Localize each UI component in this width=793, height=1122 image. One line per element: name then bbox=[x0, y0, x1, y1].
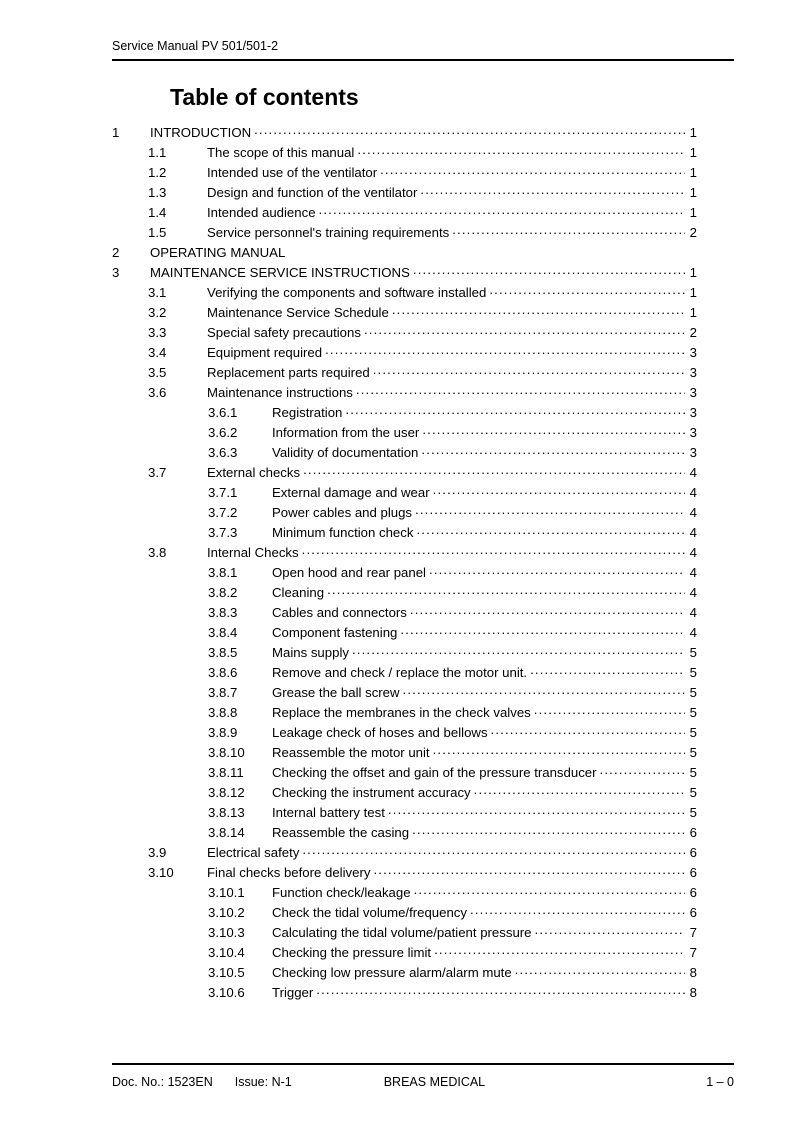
toc-entry-number: 3.8.6 bbox=[208, 665, 238, 681]
toc-entry-page: 4 bbox=[689, 525, 697, 541]
toc-entry-page: 6 bbox=[689, 825, 697, 841]
toc-entry[interactable] bbox=[112, 784, 697, 804]
toc-entry[interactable] bbox=[112, 344, 697, 364]
toc-entry-number: 1.3 bbox=[148, 185, 167, 201]
toc-entry-label: Minimum function check bbox=[272, 525, 414, 541]
toc-dot-leader bbox=[433, 484, 685, 497]
toc-entry-page: 3 bbox=[689, 445, 697, 461]
toc-entry-label: External checks bbox=[207, 465, 301, 481]
toc-entry-number: 3.10.2 bbox=[208, 905, 245, 921]
toc-entry-page: 5 bbox=[689, 645, 697, 661]
toc-dot-leader bbox=[515, 964, 685, 977]
toc-dot-leader bbox=[414, 884, 685, 897]
toc-entry-page: 3 bbox=[689, 405, 697, 421]
toc-dot-leader bbox=[421, 444, 685, 457]
toc-entry-number: 3.10.5 bbox=[208, 965, 245, 981]
toc-entry-page: 2 bbox=[689, 325, 697, 341]
toc-entry-page: 2 bbox=[689, 225, 697, 241]
toc-entry[interactable] bbox=[112, 124, 697, 144]
toc-dot-leader bbox=[288, 244, 685, 257]
toc-entry-number: 3.6.1 bbox=[208, 405, 238, 421]
toc-entry-number: 3.8.11 bbox=[208, 765, 244, 781]
header-title: Service Manual PV 501/501-2 bbox=[112, 39, 279, 53]
toc-entry-label: Checking low pressure alarm/alarm mute bbox=[272, 965, 512, 981]
toc-dot-leader bbox=[302, 844, 685, 857]
toc-dot-leader bbox=[380, 164, 685, 177]
toc-entry[interactable] bbox=[112, 524, 697, 544]
toc-entry-label: Verifying the components and software installed bbox=[207, 285, 487, 301]
toc-entry-label: Cleaning bbox=[272, 585, 325, 601]
toc-entry[interactable] bbox=[112, 304, 697, 324]
toc-entry-label: Trigger bbox=[272, 985, 314, 1001]
footer-doc-number: Doc. No.: 1523EN bbox=[112, 1075, 213, 1089]
toc-entry-label: Checking the offset and gain of the pressure transducer bbox=[272, 765, 597, 781]
toc-entry[interactable] bbox=[112, 204, 697, 224]
toc-dot-leader bbox=[416, 524, 685, 537]
toc-entry-label: Maintenance instructions bbox=[207, 385, 353, 401]
toc-entry[interactable] bbox=[112, 364, 697, 384]
toc-entry[interactable] bbox=[112, 984, 697, 1004]
toc-dot-leader bbox=[434, 944, 685, 957]
toc-entry-label: Internal battery test bbox=[272, 805, 385, 821]
toc-entry[interactable] bbox=[112, 724, 697, 744]
toc-entry-page: 1 bbox=[689, 125, 697, 141]
toc-entry-page: 6 bbox=[689, 885, 697, 901]
toc-entry-number: 3.8.8 bbox=[208, 705, 238, 721]
toc-entry-number: 3.10.1 bbox=[208, 885, 245, 901]
toc-dot-leader bbox=[534, 704, 685, 717]
toc-entry-label: Service personnel's training requirements bbox=[207, 225, 450, 241]
toc-entry-number: 3.6.3 bbox=[208, 445, 238, 461]
toc-entry-number: 3.10.6 bbox=[208, 985, 245, 1001]
toc-entry-number: 3.8.12 bbox=[208, 785, 245, 801]
toc-entry-page: 1 bbox=[689, 145, 697, 161]
toc-entry-page: 4 bbox=[689, 465, 697, 481]
toc-entry[interactable] bbox=[112, 824, 697, 844]
toc-entry[interactable] bbox=[112, 324, 697, 344]
toc-entry-page: 5 bbox=[689, 765, 697, 781]
toc-entry-page: 5 bbox=[689, 805, 697, 821]
toc-entry[interactable] bbox=[112, 224, 697, 244]
toc-entry-page: 1 bbox=[689, 305, 697, 321]
toc-entry-number: 3.8 bbox=[148, 545, 167, 561]
toc-entry-number: 2 bbox=[112, 245, 120, 261]
toc-entry-number: 3.7.2 bbox=[208, 505, 238, 521]
toc-entry[interactable] bbox=[112, 744, 697, 764]
toc-dot-leader bbox=[373, 364, 685, 377]
toc-entry-label: Reassemble the motor unit bbox=[272, 745, 430, 761]
toc-entry-number: 3 bbox=[112, 265, 120, 281]
toc-dot-leader bbox=[319, 204, 685, 217]
footer-issue: Issue: N-1 bbox=[234, 1075, 292, 1089]
toc-entry-number: 3.7 bbox=[148, 465, 167, 481]
toc-entry-label: Registration bbox=[272, 405, 343, 421]
toc-entry[interactable] bbox=[112, 444, 697, 464]
toc-entry-page: 4 bbox=[689, 485, 697, 501]
toc-dot-leader bbox=[530, 664, 685, 677]
footer-page-number: 1 – 0 bbox=[706, 1075, 734, 1089]
toc-entry-label: Validity of documentation bbox=[272, 445, 419, 461]
toc-entry-label: Checking the instrument accuracy bbox=[272, 785, 471, 801]
toc-entry[interactable] bbox=[112, 884, 697, 904]
toc-dot-leader bbox=[433, 744, 685, 757]
toc-entry-label: Remove and check / replace the motor unit. bbox=[272, 665, 528, 681]
toc-dot-leader bbox=[489, 284, 685, 297]
toc-entry[interactable] bbox=[112, 864, 697, 884]
toc-entry[interactable] bbox=[112, 644, 697, 664]
toc-entry-number: 1.4 bbox=[148, 205, 167, 221]
toc-entry-label: Reassemble the casing bbox=[272, 825, 410, 841]
toc-entry-page: 5 bbox=[689, 685, 697, 701]
toc-entry[interactable] bbox=[112, 924, 697, 944]
toc-entry-label: Component fastening bbox=[272, 625, 398, 641]
toc-entry[interactable] bbox=[112, 684, 697, 704]
toc-entry[interactable] bbox=[112, 244, 697, 264]
toc-dot-leader bbox=[413, 264, 685, 277]
toc-dot-leader bbox=[327, 584, 685, 597]
toc-entry-page: 1 bbox=[689, 285, 697, 301]
toc-entry-number: 3.3 bbox=[148, 325, 167, 341]
toc-entry[interactable] bbox=[112, 624, 697, 644]
toc-entry-label: Intended audience bbox=[207, 205, 316, 221]
toc-entry[interactable] bbox=[112, 424, 697, 444]
toc-entry[interactable] bbox=[112, 404, 697, 424]
toc-entry-label: OPERATING MANUAL bbox=[150, 245, 286, 261]
toc-dot-leader bbox=[422, 424, 685, 437]
toc-entry[interactable] bbox=[112, 504, 697, 524]
toc-entry-number: 3.8.10 bbox=[208, 745, 245, 761]
toc-entry-label: The scope of this manual bbox=[207, 145, 355, 161]
toc-entry-label: Electrical safety bbox=[207, 845, 300, 861]
toc-entry-page: 1 bbox=[689, 185, 697, 201]
toc-dot-leader bbox=[352, 644, 685, 657]
toc-entry-number: 1.1 bbox=[148, 145, 167, 161]
toc-entry-page: 7 bbox=[689, 925, 697, 941]
toc-dot-leader bbox=[420, 184, 685, 197]
toc-dot-leader bbox=[364, 324, 685, 337]
toc-entry[interactable] bbox=[112, 664, 697, 684]
toc-entry-number: 3.8.1 bbox=[208, 565, 238, 581]
toc-entry-label: INTRODUCTION bbox=[150, 125, 252, 141]
toc-entry-label: Calculating the tidal volume/patient pressure bbox=[272, 925, 532, 941]
toc-entry-page: 5 bbox=[689, 705, 697, 721]
toc-entry-page: 5 bbox=[689, 745, 697, 761]
toc-entry[interactable] bbox=[112, 144, 697, 164]
toc-dot-leader bbox=[491, 724, 685, 737]
toc-entry-page: 6 bbox=[689, 905, 697, 921]
toc-entry-page: 4 bbox=[689, 545, 697, 561]
toc-dot-leader bbox=[470, 904, 685, 917]
toc-entry-label: Internal Checks bbox=[207, 545, 299, 561]
toc-entry-page: 1 bbox=[689, 265, 697, 281]
toc-entry-label: Open hood and rear panel bbox=[272, 565, 426, 581]
toc-entry[interactable] bbox=[112, 464, 697, 484]
toc-entry[interactable] bbox=[112, 804, 697, 824]
toc-entry-page: 1 bbox=[689, 165, 697, 181]
toc-entry-page: 5 bbox=[689, 725, 697, 741]
toc-entry-number: 1.2 bbox=[148, 165, 167, 181]
toc-dot-leader bbox=[415, 504, 685, 517]
toc-entry[interactable] bbox=[112, 704, 697, 724]
toc-entry-label: Information from the user bbox=[272, 425, 420, 441]
page-header bbox=[112, 38, 734, 61]
toc-entry[interactable] bbox=[112, 564, 697, 584]
toc-entry-number: 3.7.3 bbox=[208, 525, 238, 541]
toc-entry-label: Special safety precautions bbox=[207, 325, 361, 341]
toc-entry-page: 3 bbox=[689, 345, 697, 361]
toc-entry-label: Grease the ball screw bbox=[272, 685, 400, 701]
toc-entry-number: 3.10 bbox=[148, 865, 174, 881]
toc-entry-page: 8 bbox=[689, 985, 697, 1001]
toc-entry-label: Function check/leakage bbox=[272, 885, 411, 901]
toc-entry-number: 3.10.4 bbox=[208, 945, 245, 961]
toc-entry-page: 3 bbox=[689, 425, 697, 441]
toc-entry[interactable] bbox=[112, 384, 697, 404]
toc-entry-number: 3.8.5 bbox=[208, 645, 238, 661]
toc-entry-label: Replace the membranes in the check valves bbox=[272, 705, 531, 721]
toc-entry[interactable] bbox=[112, 904, 697, 924]
toc-dot-leader bbox=[388, 804, 685, 817]
toc-entry-page: 1 bbox=[689, 205, 697, 221]
toc-dot-leader bbox=[535, 924, 685, 937]
toc-entry-page: 6 bbox=[689, 845, 697, 861]
toc-entry[interactable] bbox=[112, 264, 697, 284]
toc-entry[interactable] bbox=[112, 544, 697, 564]
toc-dot-leader bbox=[357, 144, 685, 157]
toc-entry-label: Checking the pressure limit bbox=[272, 945, 432, 961]
toc-entry[interactable] bbox=[112, 764, 697, 784]
toc-dot-leader bbox=[392, 304, 685, 317]
toc-entry-number: 3.8.4 bbox=[208, 625, 238, 641]
toc-entry-label: Maintenance Service Schedule bbox=[207, 305, 389, 321]
toc-entry-page: 4 bbox=[689, 505, 697, 521]
toc-entry[interactable] bbox=[112, 604, 697, 624]
table-of-contents bbox=[112, 124, 697, 1004]
toc-entry-label: Check the tidal volume/frequency bbox=[272, 905, 467, 921]
toc-dot-leader bbox=[303, 464, 685, 477]
toc-entry-number: 3.2 bbox=[148, 305, 167, 321]
toc-entry-number: 3.1 bbox=[148, 285, 167, 301]
toc-entry-number: 3.6 bbox=[148, 385, 167, 401]
toc-dot-leader bbox=[325, 344, 685, 357]
toc-dot-leader bbox=[410, 604, 685, 617]
toc-entry-page: 5 bbox=[689, 785, 697, 801]
toc-entry-page: 3 bbox=[689, 385, 697, 401]
toc-entry-label: Intended use of the ventilator bbox=[207, 165, 378, 181]
page-footer bbox=[112, 1063, 734, 1089]
toc-entry-number: 3.8.2 bbox=[208, 585, 238, 601]
toc-entry-number: 1.5 bbox=[148, 225, 167, 241]
toc-dot-leader bbox=[412, 824, 685, 837]
toc-entry-label: External damage and wear bbox=[272, 485, 430, 501]
toc-dot-leader bbox=[356, 384, 685, 397]
toc-entry[interactable] bbox=[112, 164, 697, 184]
toc-entry[interactable] bbox=[112, 844, 697, 864]
toc-entry-number: 3.8.7 bbox=[208, 685, 238, 701]
toc-entry-page: 4 bbox=[689, 625, 697, 641]
toc-entry-page: 4 bbox=[689, 605, 697, 621]
toc-entry-number: 3.4 bbox=[148, 345, 167, 361]
toc-entry-label: MAINTENANCE SERVICE INSTRUCTIONS bbox=[150, 265, 410, 281]
toc-dot-leader bbox=[452, 224, 685, 237]
toc-entry[interactable] bbox=[112, 964, 697, 984]
toc-entry-label: Equipment required bbox=[207, 345, 323, 361]
toc-entry[interactable] bbox=[112, 284, 697, 304]
toc-dot-leader bbox=[400, 624, 685, 637]
toc-entry[interactable] bbox=[112, 944, 697, 964]
toc-dot-leader bbox=[373, 864, 685, 877]
toc-entry-label: Cables and connectors bbox=[272, 605, 407, 621]
toc-entry-number: 1 bbox=[112, 125, 120, 141]
toc-dot-leader bbox=[403, 684, 685, 697]
toc-entry-number: 3.8.9 bbox=[208, 725, 238, 741]
toc-entry-page: 3 bbox=[689, 365, 697, 381]
toc-entry-page: 8 bbox=[689, 965, 697, 981]
toc-entry-page: 5 bbox=[689, 665, 697, 681]
toc-entry-number: 3.5 bbox=[148, 365, 167, 381]
footer-brand: BREAS MEDICAL bbox=[383, 1075, 486, 1089]
toc-dot-leader bbox=[429, 564, 685, 577]
toc-entry-label: Design and function of the ventilator bbox=[207, 185, 418, 201]
toc-entry-page: 4 bbox=[689, 565, 697, 581]
toc-entry-label: Mains supply bbox=[272, 645, 349, 661]
toc-entry-label: Leakage check of hoses and bellows bbox=[272, 725, 488, 741]
toc-entry-number: 3.8.13 bbox=[208, 805, 245, 821]
header-rule bbox=[112, 59, 734, 61]
footer-rule bbox=[112, 1063, 734, 1065]
toc-entry-number: 3.8.14 bbox=[208, 825, 245, 841]
toc-entry-number: 3.7.1 bbox=[208, 485, 238, 501]
toc-entry-number: 3.8.3 bbox=[208, 605, 238, 621]
toc-entry-page: 7 bbox=[689, 945, 697, 961]
toc-entry[interactable] bbox=[112, 584, 697, 604]
toc-dot-leader bbox=[316, 984, 685, 997]
toc-dot-leader bbox=[345, 404, 685, 417]
toc-dot-leader bbox=[302, 544, 685, 557]
toc-entry[interactable] bbox=[112, 184, 697, 204]
toc-entry[interactable] bbox=[112, 484, 697, 504]
toc-entry-label: Final checks before delivery bbox=[207, 865, 371, 881]
toc-entry-label: Power cables and plugs bbox=[272, 505, 413, 521]
toc-dot-leader bbox=[474, 784, 685, 797]
toc-dot-leader bbox=[600, 764, 685, 777]
toc-entry-page: 4 bbox=[689, 585, 697, 601]
toc-entry-page: 6 bbox=[689, 865, 697, 881]
toc-entry-number: 3.9 bbox=[148, 845, 167, 861]
toc-entry-label: Replacement parts required bbox=[207, 365, 370, 381]
page-title: Table of contents bbox=[170, 84, 359, 110]
toc-entry-number: 3.10.3 bbox=[208, 925, 245, 941]
toc-entry-number: 3.6.2 bbox=[208, 425, 238, 441]
toc-dot-leader bbox=[254, 124, 685, 137]
